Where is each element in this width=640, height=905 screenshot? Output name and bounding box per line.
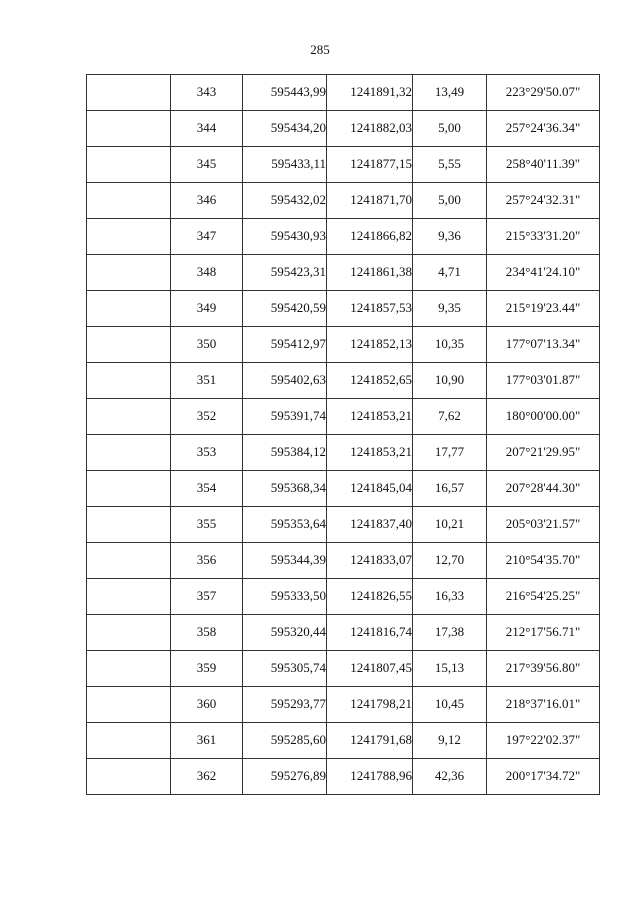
blank-cell: [87, 651, 171, 687]
blank-cell: [87, 327, 171, 363]
table-row: [87, 399, 600, 435]
bearing-angle-cell: 258°40'11.39": [487, 147, 600, 183]
table-row: [87, 543, 600, 579]
y-coordinate-cell: 1241798,21: [327, 687, 413, 723]
point-number-cell: 356: [171, 543, 243, 579]
x-coordinate-cell: 595353,64: [243, 507, 327, 543]
y-coordinate-cell: 1241861,38: [327, 255, 413, 291]
x-coordinate-cell: 595434,20: [243, 111, 327, 147]
table-row: [87, 363, 600, 399]
distance-cell: 15,13: [413, 651, 487, 687]
bearing-angle-cell: 216°54'25.25": [487, 579, 600, 615]
page-number: 285: [310, 42, 330, 57]
distance-cell: 4,71: [413, 255, 487, 291]
x-coordinate-cell: 595293,77: [243, 687, 327, 723]
blank-cell: [87, 399, 171, 435]
table-row: [87, 759, 600, 795]
point-number-cell: 358: [171, 615, 243, 651]
point-number-cell: 350: [171, 327, 243, 363]
x-coordinate-cell: 595443,99: [243, 75, 327, 111]
y-coordinate-cell: 1241852,13: [327, 327, 413, 363]
distance-cell: 9,36: [413, 219, 487, 255]
y-coordinate-cell: 1241852,65: [327, 363, 413, 399]
y-coordinate-cell: 1241845,04: [327, 471, 413, 507]
blank-cell: [87, 75, 171, 111]
point-number-cell: 357: [171, 579, 243, 615]
x-coordinate-cell: 595333,50: [243, 579, 327, 615]
y-coordinate-cell: 1241833,07: [327, 543, 413, 579]
table-row: [87, 723, 600, 759]
distance-cell: 10,35: [413, 327, 487, 363]
point-number-cell: 347: [171, 219, 243, 255]
distance-cell: 10,45: [413, 687, 487, 723]
y-coordinate-cell: 1241853,21: [327, 435, 413, 471]
bearing-angle-cell: 177°07'13.34": [487, 327, 600, 363]
distance-cell: 12,70: [413, 543, 487, 579]
distance-cell: 17,77: [413, 435, 487, 471]
table-row: [87, 327, 600, 363]
distance-cell: 13,49: [413, 75, 487, 111]
blank-cell: [87, 759, 171, 795]
x-coordinate-cell: 595423,31: [243, 255, 327, 291]
blank-cell: [87, 687, 171, 723]
x-coordinate-cell: 595344,39: [243, 543, 327, 579]
y-coordinate-cell: 1241871,70: [327, 183, 413, 219]
y-coordinate-cell: 1241816,74: [327, 615, 413, 651]
blank-cell: [87, 471, 171, 507]
x-coordinate-cell: 595433,11: [243, 147, 327, 183]
bearing-angle-cell: 177°03'01.87": [487, 363, 600, 399]
blank-cell: [87, 507, 171, 543]
bearing-angle-cell: 212°17'56.71": [487, 615, 600, 651]
table-row: [87, 291, 600, 327]
y-coordinate-cell: 1241877,15: [327, 147, 413, 183]
table-row: [87, 435, 600, 471]
table-row: [87, 219, 600, 255]
bearing-angle-cell: 200°17'34.72": [487, 759, 600, 795]
y-coordinate-cell: 1241807,45: [327, 651, 413, 687]
x-coordinate-cell: 595320,44: [243, 615, 327, 651]
blank-cell: [87, 147, 171, 183]
point-number-cell: 343: [171, 75, 243, 111]
point-number-cell: 351: [171, 363, 243, 399]
table-row: [87, 147, 600, 183]
y-coordinate-cell: 1241788,96: [327, 759, 413, 795]
distance-cell: 5,55: [413, 147, 487, 183]
x-coordinate-cell: 595391,74: [243, 399, 327, 435]
distance-cell: 10,21: [413, 507, 487, 543]
x-coordinate-cell: 595384,12: [243, 435, 327, 471]
y-coordinate-cell: 1241866,82: [327, 219, 413, 255]
y-coordinate-cell: 1241891,32: [327, 75, 413, 111]
table-body: [87, 75, 600, 795]
bearing-angle-cell: 197°22'02.37": [487, 723, 600, 759]
bearing-angle-cell: 205°03'21.57": [487, 507, 600, 543]
distance-cell: 42,36: [413, 759, 487, 795]
bearing-angle-cell: 257°24'32.31": [487, 183, 600, 219]
distance-cell: 16,33: [413, 579, 487, 615]
distance-cell: 5,00: [413, 111, 487, 147]
table-row: [87, 507, 600, 543]
point-number-cell: 346: [171, 183, 243, 219]
blank-cell: [87, 255, 171, 291]
point-number-cell: 362: [171, 759, 243, 795]
blank-cell: [87, 363, 171, 399]
bearing-angle-cell: 210°54'35.70": [487, 543, 600, 579]
point-number-cell: 348: [171, 255, 243, 291]
bearing-angle-cell: 223°29'50.07": [487, 75, 600, 111]
y-coordinate-cell: 1241857,53: [327, 291, 413, 327]
x-coordinate-cell: 595368,34: [243, 471, 327, 507]
x-coordinate-cell: 595402,63: [243, 363, 327, 399]
x-coordinate-cell: 595285,60: [243, 723, 327, 759]
x-coordinate-cell: 595432,02: [243, 183, 327, 219]
y-coordinate-cell: 1241837,40: [327, 507, 413, 543]
blank-cell: [87, 435, 171, 471]
x-coordinate-cell: 595305,74: [243, 651, 327, 687]
point-number-cell: 353: [171, 435, 243, 471]
y-coordinate-cell: 1241791,68: [327, 723, 413, 759]
x-coordinate-cell: 595276,89: [243, 759, 327, 795]
bearing-angle-cell: 207°28'44.30": [487, 471, 600, 507]
bearing-angle-cell: 217°39'56.80": [487, 651, 600, 687]
blank-cell: [87, 111, 171, 147]
table-row: [87, 255, 600, 291]
distance-cell: 5,00: [413, 183, 487, 219]
bearing-angle-cell: 234°41'24.10": [487, 255, 600, 291]
distance-cell: 9,35: [413, 291, 487, 327]
point-number-cell: 360: [171, 687, 243, 723]
y-coordinate-cell: 1241853,21: [327, 399, 413, 435]
table-row: [87, 111, 600, 147]
x-coordinate-cell: 595430,93: [243, 219, 327, 255]
point-number-cell: 345: [171, 147, 243, 183]
point-number-cell: 361: [171, 723, 243, 759]
bearing-angle-cell: 218°37'16.01": [487, 687, 600, 723]
distance-cell: 17,38: [413, 615, 487, 651]
distance-cell: 9,12: [413, 723, 487, 759]
table-row: [87, 75, 600, 111]
blank-cell: [87, 219, 171, 255]
y-coordinate-cell: 1241826,55: [327, 579, 413, 615]
table-row: [87, 687, 600, 723]
y-coordinate-cell: 1241882,03: [327, 111, 413, 147]
bearing-angle-cell: 257°24'36.34": [487, 111, 600, 147]
distance-cell: 16,57: [413, 471, 487, 507]
bearing-angle-cell: 207°21'29.95": [487, 435, 600, 471]
x-coordinate-cell: 595412,97: [243, 327, 327, 363]
distance-cell: 10,90: [413, 363, 487, 399]
blank-cell: [87, 723, 171, 759]
table-row: [87, 183, 600, 219]
bearing-angle-cell: 215°33'31.20": [487, 219, 600, 255]
blank-cell: [87, 291, 171, 327]
blank-cell: [87, 543, 171, 579]
distance-cell: 7,62: [413, 399, 487, 435]
blank-cell: [87, 615, 171, 651]
point-number-cell: 349: [171, 291, 243, 327]
table-row: [87, 615, 600, 651]
table-row: [87, 651, 600, 687]
x-coordinate-cell: 595420,59: [243, 291, 327, 327]
blank-cell: [87, 579, 171, 615]
table-row: [87, 579, 600, 615]
blank-cell: [87, 183, 171, 219]
point-number-cell: 352: [171, 399, 243, 435]
bearing-angle-cell: 180°00'00.00": [487, 399, 600, 435]
point-number-cell: 355: [171, 507, 243, 543]
coordinates-table: [86, 74, 600, 795]
bearing-angle-cell: 215°19'23.44": [487, 291, 600, 327]
point-number-cell: 344: [171, 111, 243, 147]
point-number-cell: 354: [171, 471, 243, 507]
table-row: [87, 471, 600, 507]
point-number-cell: 359: [171, 651, 243, 687]
